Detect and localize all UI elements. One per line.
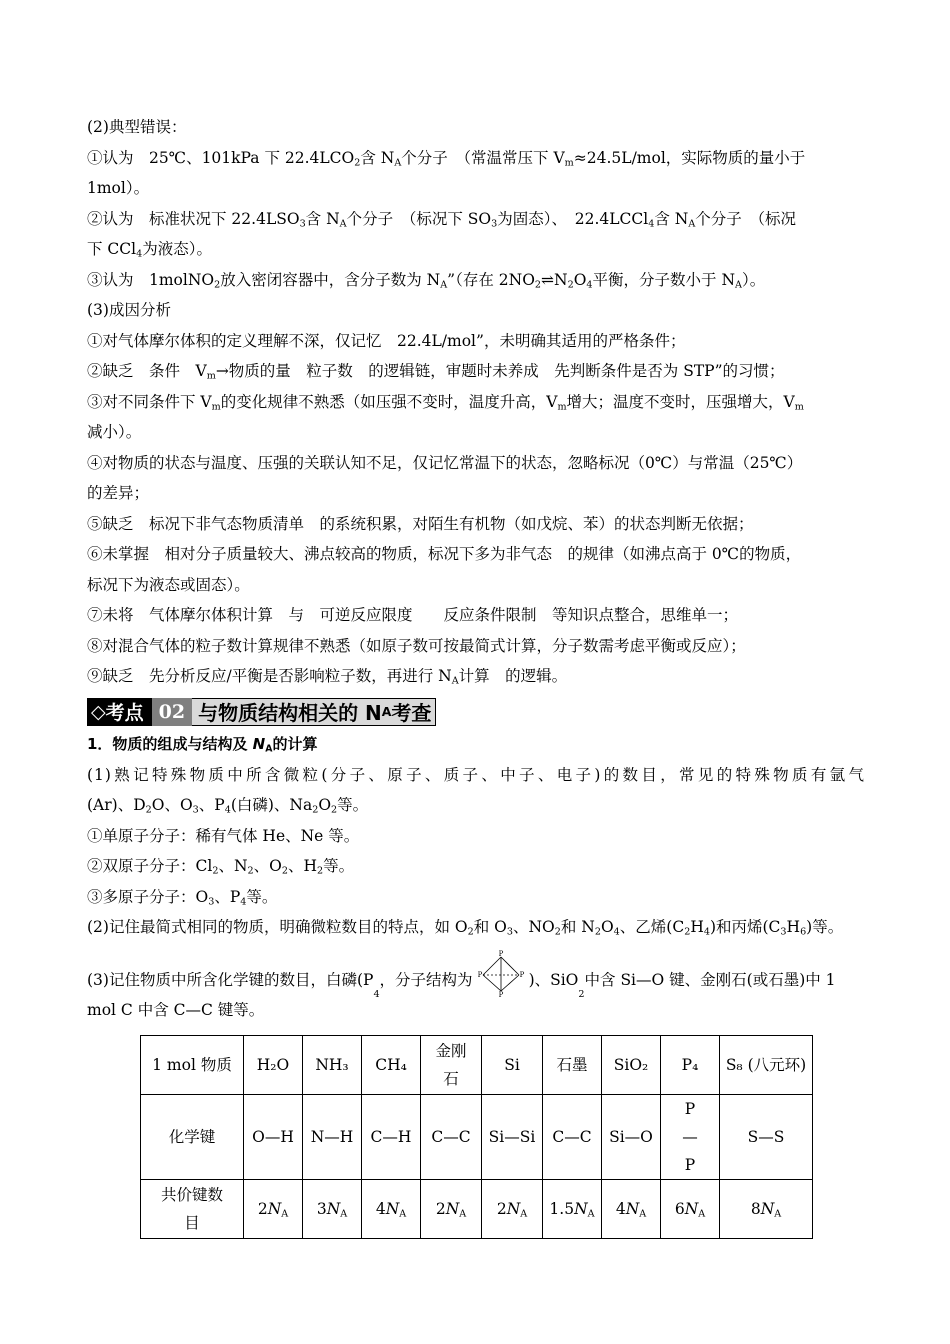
table-row xyxy=(141,1180,813,1239)
table-cell: $4N_A$ xyxy=(362,1180,421,1239)
table-cell: NH₃ xyxy=(303,1036,362,1095)
table-cell: P—P xyxy=(661,1095,720,1180)
section-title-cause-analysis: (3)成因分析 xyxy=(87,301,171,319)
table-cell: CH₄ xyxy=(362,1036,421,1095)
table-cell: 石墨 xyxy=(543,1036,602,1095)
cause-item-5: ⑤缺乏 标况下非气态物质清单 的系统积累，对陌生有机物（如戊烷、苯）的状态判断无依据； xyxy=(87,514,754,533)
table-cell: $3N_A$ xyxy=(303,1180,362,1239)
table-cell: H₂O xyxy=(244,1036,303,1095)
p-atom-bottom: P xyxy=(498,990,503,997)
table-cell: $2N_A$ xyxy=(244,1180,303,1239)
p-atom-left: P xyxy=(477,970,482,979)
subsection-title: 1．物质的组成与结构及 $N_A$的计算 xyxy=(87,734,318,754)
topic-heading-bar xyxy=(87,698,865,726)
cause-item-6-cont: 标况下为液态或固态）。 xyxy=(87,575,250,594)
table-cell: C—C xyxy=(421,1095,482,1180)
table-cell: O—H xyxy=(244,1095,303,1180)
table-cell: $2N_A$ xyxy=(421,1180,482,1239)
table-cell: 化学键 xyxy=(141,1095,244,1180)
table-cell: 共价键数目 xyxy=(141,1180,244,1239)
cause-item-3: ③对不同条件下 $V_m$的变化规律不熟悉（如压强不变时，温度升高，$V_m$增大；温度不变时，压强增大，$V_m$ xyxy=(87,392,804,412)
table-cell: N—H xyxy=(303,1095,362,1180)
bond-count-table xyxy=(140,1035,813,1239)
table-cell: SiO₂ xyxy=(602,1036,661,1095)
table-row xyxy=(141,1095,813,1180)
paragraph-3-cont: mol C 中含 C—C 键等。 xyxy=(87,1000,265,1019)
table-cell: Si—Si xyxy=(482,1095,543,1180)
cause-item-4: ④对物质的状态与温度、压强的关联认知不足，仅记忆常温下的状态，忽略标况（0℃）与常温（25℃） xyxy=(87,453,803,472)
cause-item-3-cont: 减小）。 xyxy=(87,423,142,441)
diamond-icon: ◇ xyxy=(91,700,106,723)
paragraph-3: (3)记住物质中所含化学键的数目，白磷(P 4 ，分子结构为 P P P P )、SiO 2 中含 Si—O 键、金刚石(或石墨)中 1 xyxy=(87,949,836,1000)
cause-item-4-cont: 的差异； xyxy=(87,484,150,502)
table-cell: Si—O xyxy=(602,1095,661,1180)
table-cell: $1.5N_A$ xyxy=(543,1180,602,1239)
table-cell: C—C xyxy=(543,1095,602,1180)
list-item-monatomic: ①单原子分子：稀有气体 He、Ne 等。 xyxy=(87,826,360,845)
document-body xyxy=(87,112,865,1239)
paragraph-1: (1)熟记特殊物质中所含微粒(分子、原子、质子、中子、电子)的数目，常见的特殊物质有氩气 xyxy=(87,765,865,784)
table-cell: P₄ xyxy=(661,1036,720,1095)
topic-label: ◇ 考点 xyxy=(87,698,152,726)
table-cell: $6N_A$ xyxy=(661,1180,720,1239)
paragraph-1-cont: (Ar)、$D_2O$、$O_3$、$P_4$(白磷)、$Na_2O_2$等。 xyxy=(87,796,369,816)
cause-item-1: ①对气体摩尔体积的定义理解不深，仅记忆 22.4L/mol”，未明确其适用的严格条件； xyxy=(87,331,686,350)
list-item-diatomic: ②双原子分子：$Cl_2$、$N_2$、$O_2$、$H_2$等。 xyxy=(87,857,355,877)
table-cell: 1 mol 物质 xyxy=(141,1036,244,1095)
topic-number: 02 xyxy=(152,698,192,726)
cause-item-2: ②缺乏 条件 $V_m\to$物质的量 粒子数 的逻辑链，审题时未养成 先判断条件是否为 STP”的习惯； xyxy=(87,362,785,382)
table-cell: Si xyxy=(482,1036,543,1095)
p-atom-top: P xyxy=(498,949,503,958)
section-title-typical-errors: (2)典型错误： xyxy=(87,118,187,136)
table-cell: $4N_A$ xyxy=(602,1180,661,1239)
cause-item-8: ⑧对混合气体的粒子数计算规律不熟悉（如原子数可按最简式计算，分子数需考虑平衡或反应）； xyxy=(87,636,746,655)
list-item-polyatomic: ③多原子分子：$O_3$、$P_4$等。 xyxy=(87,887,278,907)
p-atom-right: P xyxy=(519,970,524,979)
error-item-1: ①认为 25℃、101kPa 下 $22.4LCO_2$含 $N_A$个分子 （常温常压下 $V_m\approx 24.5L$/mol，实际物质的量小于 xyxy=(87,148,806,168)
cause-item-7: ⑦未将 气体摩尔体积计算 与 可逆反应限度 反应条件限制 等知识点整合，思维单一； xyxy=(87,606,739,624)
table-cell: S—S xyxy=(720,1095,813,1180)
cause-item-6: ⑥未掌握 相对分子质量较大、沸点较高的物质，标况下多为非气态 的规律（如沸点高于 0℃的物质， xyxy=(87,545,802,563)
cause-item-9: ⑨缺乏 先分析反应/平衡是否影响粒子数，再进行 $N_A$计算 的逻辑。 xyxy=(87,667,568,687)
error-item-1-cont: 1mol）。 xyxy=(87,179,150,197)
error-item-3: ③认为 1molNO$_2$放入密闭容器中，含分子数为 $N_A$”（存在 $2NO_2\rightleftharpoons N_2O_4$平衡，分子数小于 $N_A$）。 xyxy=(87,270,766,290)
table-row xyxy=(141,1036,813,1095)
table-cell: C—H xyxy=(362,1095,421,1180)
table-cell: S₈ (八元环) xyxy=(720,1036,813,1095)
table-cell: $2N_A$ xyxy=(482,1180,543,1239)
paragraph-2: (2)记住最简式相同的物质，明确微粒数目的特点，如 $O_2$和 $O_3$、$NO_2$和 $N_2O_4$、乙烯$(C_2H_4)$和丙烯$(C_3H_6)$等。 xyxy=(87,918,844,938)
table-cell: $8N_A$ xyxy=(720,1180,813,1239)
table-cell: 金刚石 xyxy=(421,1036,482,1095)
error-item-2: ②认为 标准状况下 $22.4LSO_3$含 $N_A$个分子 （标况下 $SO_3$为固态）、 22.4LCCl$_4$含 $N_A$个分子 （标况 xyxy=(87,209,797,229)
topic-title: 与物质结构相关的 N A 考查 xyxy=(192,698,436,726)
white-phosphorus-structure-icon xyxy=(475,949,527,997)
error-item-2-cont: 下 CCl$_4$为液态）。 xyxy=(87,240,212,260)
